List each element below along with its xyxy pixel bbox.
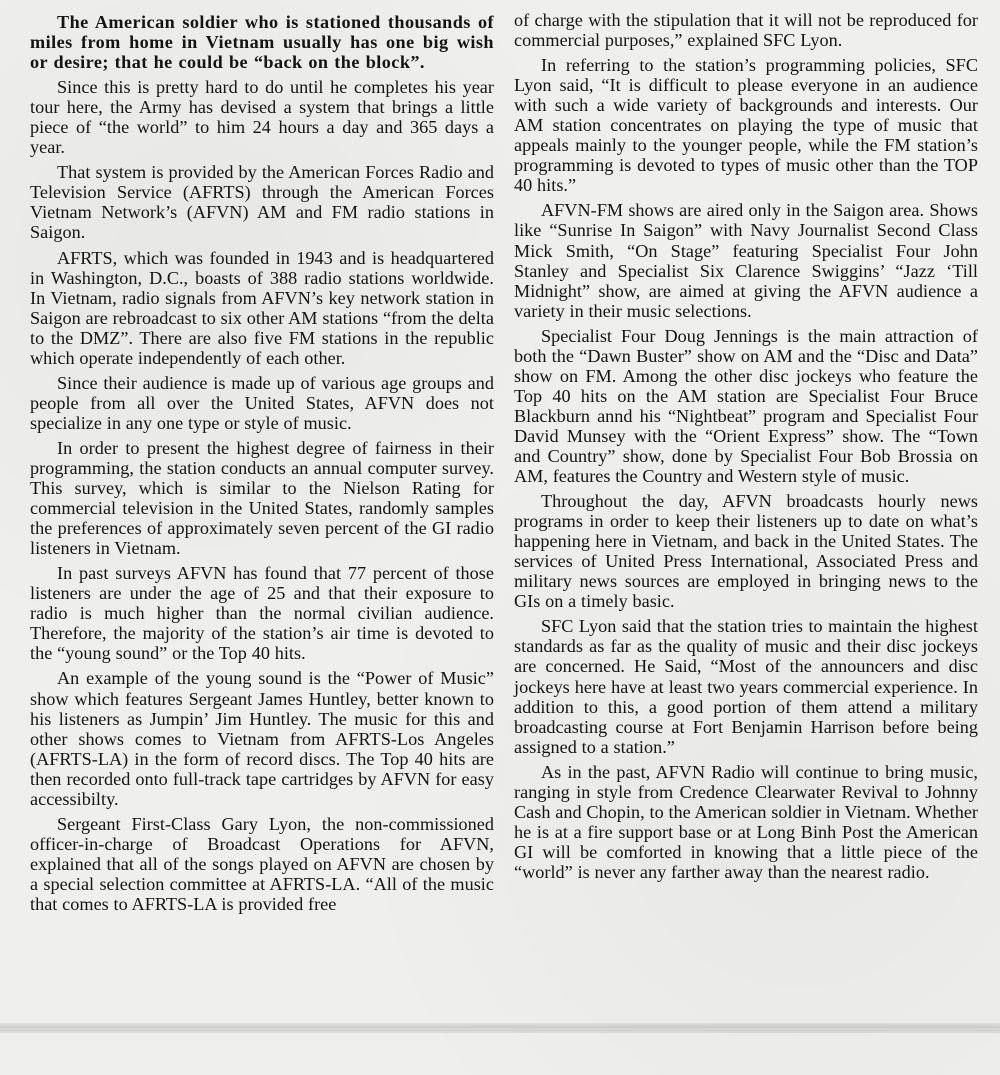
article-paragraph: AFRTS, which was founded in 1943 and is headquartered in Washington, D.C., boasts of 388 radio stations worldwide. In Vietnam, radio signals from AFVN’s key network station in Saigon are rebroadcast to six other AM stations “from the delta to the DMZ”. There are also five FM stations in the republic which operate independently of each other. xyxy=(30,247,494,368)
article-paragraph: AFVN-FM shows are aired only in the Saigon area. Shows like “Sunrise In Saigon” with Navy Journalist Second Class Mick Smith, “On Stage” featuring Specialist Four John Stanley and Specialist Six Clarence Swiggins’ “Jazz ‘Till Midnight” show, are aimed at giving the AFVN audience a variety in their music selections. xyxy=(514,200,978,321)
article-paragraph: SFC Lyon said that the station tries to maintain the highest standards as far as the quality of music and their disc jockeys are concerned. He Said, “Most of the announcers and disc jockeys here have at least two years commercial experience. In addition to this, a good portion of them attend a military broadcasting course at Fort Benjamin Harrison before being assigned to a station.” xyxy=(514,616,978,757)
article-columns xyxy=(30,10,978,1075)
article-paragraph: Specialist Four Doug Jennings is the main attraction of both the “Dawn Buster” show on AM and the “Disc and Data” show on FM. Among the other disc jockeys who feature the Top 40 hits on the AM station are Specialist Four Bruce Blackburn annd his “Nightbeat” program and Specialist Four David Munsey with the “Orient Express” show. The “Town and Country” show, done by Specialist Four Bob Brossia on AM, features the Country and Western style of music. xyxy=(514,325,978,487)
article-paragraph: As in the past, AFVN Radio will continue to bring music, ranging in style from Credence Clearwater Revival to Johnny Cash and Chopin, to the American soldier in Vietnam. Whether he is at a fire support base or at Long Binh Post the American GI will be comforted in knowing that a little piece of the “world” is never any farther away than the nearest radio. xyxy=(514,761,979,882)
article-paragraph: Throughout the day, AFVN broadcasts hourly news programs in order to keep their listeners up to date on what’s happening here in Vietnam, and back in the United States. The services of United Press International, Associated Press and military news sources are employed in bringing news to the GIs on a timely basic. xyxy=(514,491,978,612)
article-paragraph: Since this is pretty hard to do until he completes his year tour here, the Army has devised a system that brings a little piece of “the world” to him 24 hours a day and 365 days a year. xyxy=(30,77,494,158)
article-paragraph: An example of the young sound is the “Power of Music” show which features Sergeant James Huntley, better known to his listeners as Jumpin’ Jim Huntley. The music for this and other shows comes to Vietnam from AFRTS-Los Angeles (AFRTS-LA) in the form of record discs. The Top 40 hits are then recorded onto full-track tape cartridges by AFVN for easy accessibilty. xyxy=(30,668,494,809)
article-paragraph: Sergeant First-Class Gary Lyon, the non-commissioned officer-in-charge of Broadcast Operations for AFVN, explained that all of the songs played on AFVN are chosen by a special selection committee at AFRTS-LA. “All of the music that comes to AFRTS-LA is provided free xyxy=(30,813,494,914)
continued-paragraph: of charge with the stipulation that it will not be reproduced for commercial purposes,” explained SFC Lyon. xyxy=(514,10,978,51)
article-paragraph: In past surveys AFVN has found that 77 percent of those listeners are under the age of 25 and that their exposure to radio is much higher than the normal civilian audience. Therefore, the majority of the station’s air time is devoted to the “young sound” or the Top 40 hits. xyxy=(30,563,494,664)
article-paragraph: Since their audience is made up of various age groups and people from all over the United States, AFVN does not specialize in any one type or style of music. xyxy=(30,372,494,433)
article-paragraph: In order to present the highest degree of fairness in their programming, the station conducts an annual computer survey. This survey, which is similar to the Nielson Rating for commercial television in the United States, randomly samples the preferences of approximately seven percent of the GI radio listeners in Vietnam. xyxy=(30,437,494,559)
article-paragraph: That system is provided by the American Forces Radio and Television Service (AFRTS) through the American Forces Vietnam Network’s (AFVN) AM and FM radio stations in Saigon. xyxy=(30,162,494,243)
right-column xyxy=(514,10,978,1075)
lead-paragraph: The American soldier who is stationed thousands of miles from home in Vietnam usually has one big wish or desire; that he could be “back on the block”. xyxy=(30,12,494,73)
left-column xyxy=(30,12,494,1075)
article-paragraph: In referring to the station’s programming policies, SFC Lyon said, “It is difficult to please everyone in an audience with such a wide variety of backgrounds and interests. Our AM station concentrates on playing the type of music that appeals mainly to the younger people, while the FM station’s programming is devoted to types of music other than the TOP 40 hits.” xyxy=(514,55,978,196)
